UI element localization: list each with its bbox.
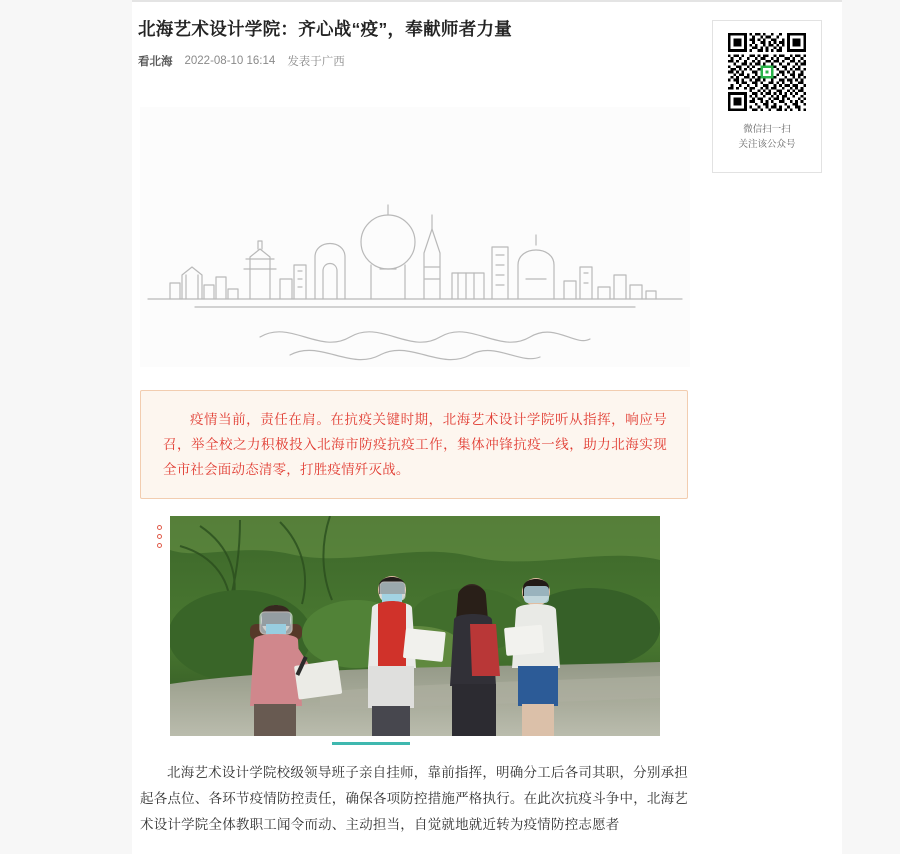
article-location: 发表于广西 xyxy=(287,56,345,68)
dot xyxy=(157,534,162,539)
dot xyxy=(157,543,162,548)
page-gutter-left xyxy=(0,0,132,854)
qr-code-icon[interactable] xyxy=(728,33,806,111)
dot xyxy=(157,525,162,530)
article-source[interactable]: 看北海 xyxy=(138,56,173,68)
highlight-callout xyxy=(140,390,688,499)
page-gutter-right xyxy=(842,0,900,854)
wechat-qr-card[interactable] xyxy=(712,20,822,173)
qr-caption-line1: 微信扫一扫 xyxy=(743,124,791,135)
photo-accent-underline xyxy=(332,742,410,745)
page-title: 北海艺术设计学院：齐心战“疫”，奉献师者力量 xyxy=(138,19,513,39)
article-meta xyxy=(138,53,710,69)
qr-caption xyxy=(713,122,821,152)
skyline-illustration xyxy=(140,107,690,367)
article-timestamp: 2022-08-10 16:14 xyxy=(184,55,276,67)
qr-caption-line2: 关注该公众号 xyxy=(738,139,796,150)
decorative-dots xyxy=(157,525,164,552)
article-body xyxy=(140,760,688,838)
skyline-line-art-icon xyxy=(140,107,690,367)
lead-paragraph: 疫情当前，责任在肩。在抗疫关键时期，北海艺术设计学院听从指挥，响应号召，举全校之力积极投入北海市防疫抗疫工作，集体冲锋抗疫一线，助力北海实现全市社会面动态清零，打胜疫情歼灭战。 xyxy=(163,412,667,477)
article-photo xyxy=(170,516,660,736)
photo-volunteers-image xyxy=(170,516,660,736)
article-header xyxy=(132,0,710,69)
body-paragraph: 北海艺术设计学院校级领导班子亲自挂师，靠前指挥，明确分工后各司其职，分别承担起各点位、各环节疫情防控责任，确保各项防控措施严格执行。在此次抗疫斗争中，北海艺术设计学院全体教职工闻令而动、主动担当，自觉就地就近转为疫情防控志愿者 xyxy=(140,765,688,832)
